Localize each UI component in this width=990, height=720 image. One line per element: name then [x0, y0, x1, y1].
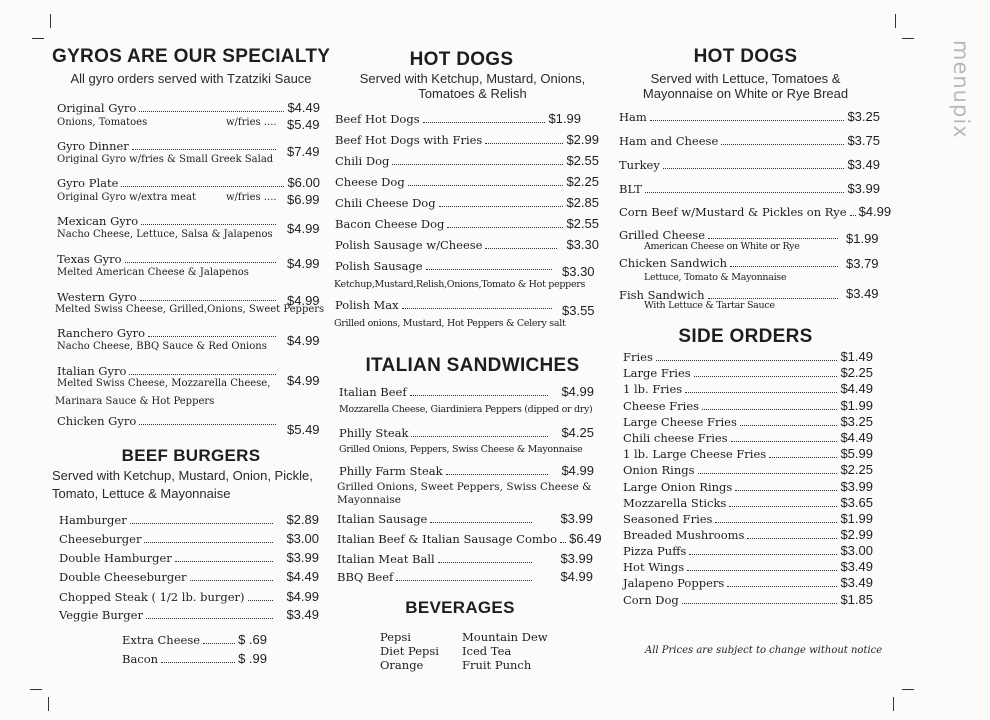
- menu-item: [623, 350, 873, 364]
- item-price: $3.30: [566, 237, 599, 252]
- item-name: Philly Steak: [339, 426, 409, 440]
- item-price: $3.25: [847, 109, 880, 124]
- menu-item: [57, 326, 279, 340]
- item-name: Polish Max: [335, 298, 399, 312]
- menu-item: [337, 531, 602, 546]
- item-name: Ham: [619, 110, 647, 124]
- item-price: $3.65: [840, 495, 873, 510]
- item-name: Cheese Dog: [335, 175, 405, 189]
- item-name: Corn Beef w/Mustard & Pickles on Rye: [619, 205, 847, 219]
- menu-item: [59, 532, 319, 546]
- gyros-title: GYROS ARE OUR SPECIALTY: [52, 46, 331, 67]
- menu-item: [57, 364, 279, 378]
- menu-item: [335, 298, 555, 312]
- gyros-subtitle: All gyro orders served with Tzatziki Sauce: [70, 71, 312, 86]
- item-name: Italian Meat Ball: [337, 552, 435, 566]
- item-price: $3.49: [847, 157, 880, 172]
- menu-item: [623, 382, 873, 396]
- item-desc: Grilled Onions, Peppers, Swiss Cheese & Mayonnaise: [339, 444, 583, 455]
- menu-item: [619, 204, 892, 219]
- beverage-item: Iced Tea: [462, 644, 512, 658]
- item-name: Mexican Gyro: [57, 214, 139, 228]
- item-name: Polish Sausage w/Cheese: [335, 238, 483, 252]
- item-desc: Grilled Onions, Sweet Peppers, Swiss Cheese &: [337, 481, 592, 493]
- item-name: Cheese Fries: [623, 399, 700, 413]
- menu-item: [623, 366, 873, 380]
- menu-item: [57, 252, 279, 266]
- menu-item: [59, 513, 319, 527]
- menu-item: [339, 464, 594, 478]
- item-price: $2.25: [566, 174, 599, 189]
- menu-item: [337, 512, 593, 526]
- item-price: $7.49: [287, 144, 320, 159]
- extra-item: [122, 652, 267, 666]
- menu-item: [335, 259, 555, 273]
- item-name: Hot Wings: [623, 560, 685, 574]
- item-price: $3.55: [562, 303, 595, 318]
- item-price: $4.99: [560, 569, 593, 584]
- item-price: $4.49: [286, 569, 319, 584]
- menu-item: [619, 110, 880, 124]
- italian-title: ITALIAN SANDWICHES: [365, 355, 580, 376]
- item-desc: Melted Swiss Cheese, Grilled,Onions, Sweet Peppers: [55, 304, 325, 315]
- item-price: $4.99: [287, 221, 320, 236]
- item-price: $3.49: [840, 559, 873, 574]
- item-name: Chicken Sandwich: [619, 256, 728, 270]
- item-name: Bacon Cheese Dog: [335, 217, 445, 231]
- item-desc: Nacho Cheese, Lettuce, Salsa & Jalapenos: [57, 229, 273, 240]
- item-name: Ham and Cheese: [619, 134, 719, 148]
- menu-item: [339, 426, 594, 440]
- beverage-item: Orange: [380, 658, 424, 672]
- crop-mark: [32, 38, 44, 39]
- item-name: Italian Gyro: [57, 364, 127, 378]
- menu-item: [57, 290, 279, 304]
- menu-item: [623, 480, 873, 494]
- item-name: Seasoned Fries: [623, 512, 713, 526]
- menu-item: [619, 182, 880, 196]
- item-price: $2.89: [286, 512, 319, 527]
- item-price: $3.00: [286, 531, 319, 546]
- menu-item: [619, 256, 841, 270]
- menu-item: [335, 217, 599, 231]
- item-extra: w/fries ....: [226, 192, 277, 203]
- item-name: Western Gyro: [57, 290, 137, 304]
- item-name: Fish Sandwich: [619, 288, 705, 302]
- item-name: Veggie Burger: [59, 608, 143, 622]
- item-price: $2.99: [840, 527, 873, 542]
- item-price: $4.49: [840, 381, 873, 396]
- item-desc: Melted American Cheese & Jalapenos: [57, 267, 249, 278]
- item-name: BLT: [619, 182, 642, 196]
- item-name: Chicken Gyro: [57, 414, 137, 428]
- burgers-subtitle: Served with Ketchup, Mustard, Onion, Pickle,: [52, 468, 313, 483]
- item-name: Cheeseburger: [59, 532, 142, 546]
- item-price: $5.49: [287, 422, 320, 437]
- item-name: Chili Cheese Dog: [335, 196, 436, 210]
- crop-mark: [30, 689, 42, 690]
- item-name: Fries: [623, 350, 653, 364]
- item-price: $3.99: [840, 479, 873, 494]
- item-price: $4.25: [561, 425, 594, 440]
- item-name: Grilled Cheese: [619, 228, 706, 242]
- item-extra: w/fries ....: [226, 117, 277, 128]
- menu-item: [335, 133, 599, 147]
- item-desc: Lettuce, Tomato & Mayonnaise: [644, 272, 787, 283]
- item-price: $4.99: [287, 333, 320, 348]
- menu-item: [623, 399, 873, 413]
- item-price: $1.99: [840, 511, 873, 526]
- item-price: $4.49: [287, 100, 320, 115]
- item-price: $3.49: [846, 286, 879, 301]
- item-desc: Melted Swiss Cheese, Mozzarella Cheese,: [57, 378, 271, 389]
- crop-mark: [902, 38, 914, 39]
- crop-mark: [48, 697, 49, 711]
- item-name: Chili cheese Fries: [623, 431, 728, 445]
- item-price: $4.99: [858, 204, 892, 219]
- item-price: $2.85: [566, 195, 599, 210]
- menu-item: [335, 175, 599, 189]
- item-name: Pizza Puffs: [623, 544, 687, 558]
- item-name: Italian Sausage: [337, 512, 428, 526]
- item-price-2: $6.99: [287, 192, 320, 207]
- item-price: $4.99: [287, 293, 320, 308]
- beverages-title: BEVERAGES: [405, 598, 515, 617]
- item-desc: American Cheese on White or Rye: [644, 241, 800, 252]
- item-price: $3.99: [560, 511, 593, 526]
- item-name: Breaded Mushrooms: [623, 528, 745, 542]
- item-price: $1.85: [840, 592, 873, 607]
- item-price: $6.00: [287, 175, 320, 190]
- menu-item: [623, 576, 873, 590]
- item-price: $3.25: [840, 414, 873, 429]
- item-name: Onion Rings: [623, 463, 695, 477]
- item-name: Turkey: [619, 158, 660, 172]
- burgers-subtitle: Tomato, Lettuce & Mayonnaise: [52, 486, 231, 501]
- item-price: $3.99: [286, 550, 319, 565]
- hotdogs-subtitle: Tomatoes & Relish: [418, 86, 527, 101]
- hotdogs-subtitle: Served with Ketchup, Mustard, Onions,: [359, 71, 586, 86]
- menu-item: [619, 134, 880, 148]
- item-price: $2.99: [566, 132, 599, 147]
- item-name: Italian Beef & Italian Sausage Combo: [337, 532, 558, 546]
- beverage-item: Mountain Dew: [462, 630, 548, 644]
- menu-item: [59, 608, 319, 622]
- menu-item: [623, 431, 873, 445]
- item-name: Texas Gyro: [57, 252, 122, 266]
- item-price-2: $5.49: [287, 117, 320, 132]
- menu-item: [619, 228, 841, 242]
- item-name: Large Onion Rings: [623, 480, 733, 494]
- item-price: $4.99: [561, 463, 594, 478]
- item-desc: Ketchup,Mustard,Relish,Onions,Tomato & Hot peppers: [334, 279, 586, 290]
- item-price: $2.55: [566, 216, 599, 231]
- item-desc: Original Gyro w/fries & Small Greek Salad: [57, 154, 274, 165]
- item-name: Italian Beef: [339, 385, 407, 399]
- menu-item: [623, 512, 873, 526]
- item-desc: Grilled onions, Mustard, Hot Peppers & Celery salt: [334, 318, 566, 329]
- item-desc: Mozzarella Cheese, Giardiniera Peppers (dipped or dry): [339, 404, 593, 415]
- menu-item: [335, 112, 581, 126]
- menu-item: [57, 414, 279, 428]
- item-price: $1.49: [840, 349, 873, 364]
- menu-item: [623, 415, 873, 429]
- crop-mark: [895, 14, 896, 28]
- menu-item: [623, 496, 873, 510]
- menu-item: [623, 528, 873, 542]
- item-desc-2: Mayonnaise: [337, 494, 402, 506]
- item-name: Extra Cheese: [122, 633, 201, 647]
- item-name: Original Gyro: [57, 101, 137, 115]
- item-price: $ .69: [238, 632, 267, 647]
- item-price: $3.30: [562, 264, 595, 279]
- hotdogs2-subtitle: Mayonnaise on White or Rye Bread: [642, 86, 849, 101]
- item-name: Double Hamburger: [59, 551, 172, 565]
- item-price: $3.99: [847, 181, 880, 196]
- item-price: $3.00: [840, 543, 873, 558]
- menu-item: [59, 551, 319, 565]
- menu-item: [337, 552, 593, 566]
- beverage-item: Pepsi: [380, 630, 411, 644]
- menu-item: [623, 463, 873, 477]
- item-name: Double Cheeseburger: [59, 570, 187, 584]
- beverage-item: Diet Pepsi: [380, 644, 439, 658]
- crop-mark: [902, 689, 914, 690]
- item-price: $4.49: [840, 430, 873, 445]
- menu-item: [623, 593, 873, 607]
- item-desc: With Lettuce & Tartar Sauce: [644, 300, 775, 311]
- item-price: $6.49: [569, 531, 602, 546]
- item-name: Jalapeno Poppers: [623, 576, 725, 590]
- hotdogs2-title: HOT DOGS: [693, 46, 798, 67]
- item-name: 1 lb. Fries: [623, 382, 683, 396]
- item-name: BBQ Beef: [337, 570, 394, 584]
- item-name: Chili Dog: [335, 154, 390, 168]
- hotdogs-title: HOT DOGS: [409, 49, 514, 70]
- menu-item: [57, 101, 320, 115]
- beverage-item: Fruit Punch: [462, 658, 532, 672]
- menu-item: [57, 176, 320, 190]
- item-name: Large Fries: [623, 366, 691, 380]
- item-name: Philly Farm Steak: [339, 464, 443, 478]
- menu-item: [619, 158, 880, 172]
- item-price: $5.99: [840, 446, 873, 461]
- item-name: Chopped Steak ( 1/2 lb. burger): [59, 590, 245, 604]
- menu-item: [335, 196, 599, 210]
- menu-item: [59, 590, 319, 604]
- item-price: $2.25: [840, 462, 873, 477]
- item-price: $1.99: [840, 398, 873, 413]
- menu-item: [339, 385, 594, 399]
- item-price: $3.79: [846, 256, 879, 271]
- item-name: Mozzarella Sticks: [623, 496, 727, 510]
- item-name: Beef Hot Dogs with Fries: [335, 133, 483, 147]
- extra-item: [122, 633, 267, 647]
- menu-item: [335, 238, 599, 252]
- menu-item: [335, 154, 599, 168]
- sides-title: SIDE ORDERS: [678, 326, 813, 347]
- item-name: Large Cheese Fries: [623, 415, 737, 429]
- hotdogs2-subtitle: Served with Lettuce, Tomatoes &: [650, 71, 841, 86]
- watermark: menupix: [949, 40, 973, 139]
- item-name: Gyro Plate: [57, 176, 119, 190]
- item-price: $4.99: [287, 373, 320, 388]
- crop-mark: [893, 697, 894, 711]
- item-name: Beef Hot Dogs: [335, 112, 420, 126]
- item-price: $1.99: [846, 231, 879, 246]
- menu-item: [59, 570, 319, 584]
- menu-item: [623, 447, 873, 461]
- item-price: $2.55: [566, 153, 599, 168]
- item-price: $3.49: [286, 607, 319, 622]
- item-price: $2.25: [840, 365, 873, 380]
- item-price: $4.99: [287, 256, 320, 271]
- item-desc: Onions, Tomatoes: [57, 117, 148, 128]
- menu-item: [57, 139, 279, 153]
- menu-item: [57, 214, 279, 228]
- item-price: $1.99: [548, 111, 581, 126]
- item-price: $4.99: [561, 384, 594, 399]
- item-desc: Nacho Cheese, BBQ Sauce & Red Onions: [57, 341, 267, 352]
- item-price: $3.49: [840, 575, 873, 590]
- item-name: Corn Dog: [623, 593, 679, 607]
- item-name: 1 lb. Large Cheese Fries: [623, 447, 767, 461]
- item-name: Polish Sausage: [335, 259, 423, 273]
- item-price: $3.99: [560, 551, 593, 566]
- item-price: $3.75: [847, 133, 880, 148]
- item-name: Ranchero Gyro: [57, 326, 146, 340]
- menu-item: [623, 560, 873, 574]
- item-desc-2: Marinara Sauce & Hot Peppers: [55, 396, 215, 407]
- crop-mark: [50, 14, 51, 28]
- item-price: $ .99: [238, 651, 267, 666]
- item-name: Bacon: [122, 652, 159, 666]
- item-price: $4.99: [286, 589, 319, 604]
- menu-item: [337, 570, 593, 584]
- burgers-title: BEEF BURGERS: [121, 446, 261, 465]
- item-desc: Original Gyro w/extra meat: [57, 192, 196, 203]
- item-name: Gyro Dinner: [57, 139, 129, 153]
- item-name: Hamburger: [59, 513, 127, 527]
- price-disclaimer: All Prices are subject to change without notice: [645, 645, 883, 656]
- menu-item: [623, 544, 873, 558]
